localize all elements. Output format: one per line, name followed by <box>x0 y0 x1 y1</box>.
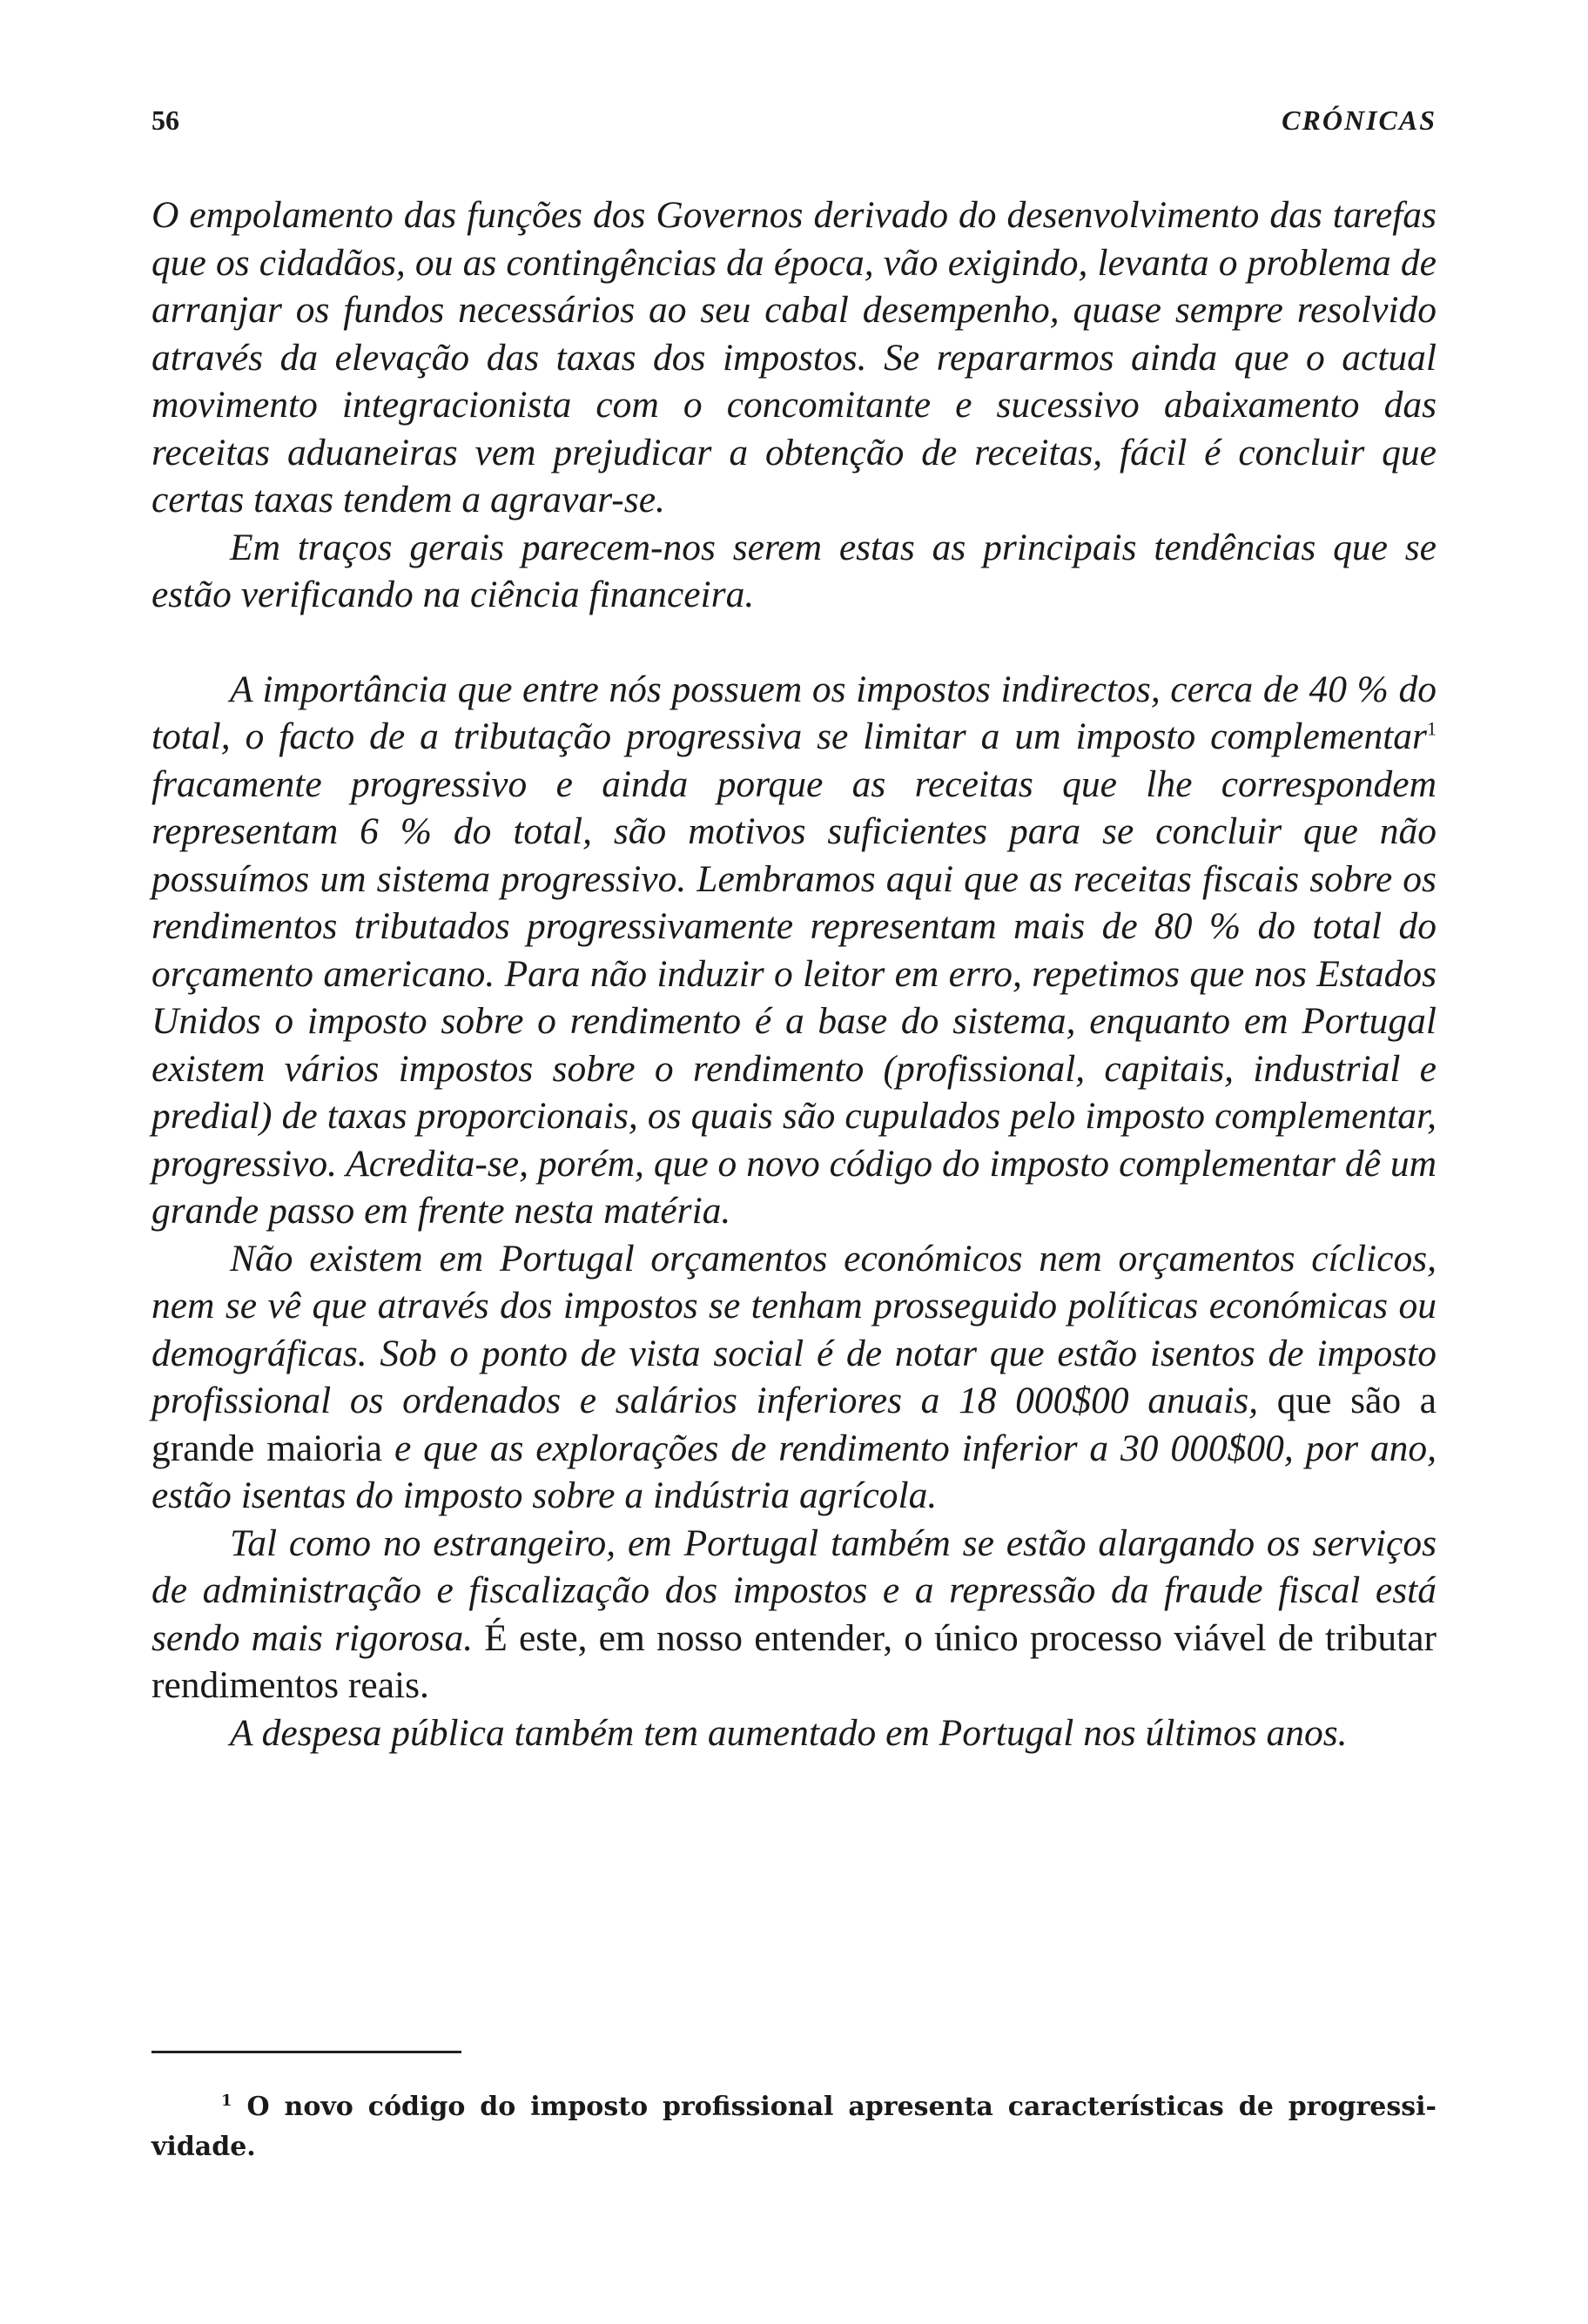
paragraph-4-text-c: e que as explorações de rendimento inferior a 30 000$00, por ano, estão isentas do imposto sobre a indústria agrícola. <box>151 1427 1437 1516</box>
running-head <box>151 104 1437 148</box>
footnote-marker: 1 <box>221 2092 232 2110</box>
footnote <box>151 2087 1437 2167</box>
paragraph-5 <box>151 1520 1437 1709</box>
body-text <box>151 191 1437 1756</box>
paragraph-3-text-a: A importância que entre nós possuem os impostos indirectos, cerca de 40 % do total, o facto de a tributação progressiva se limitar a um imposto complementar <box>151 668 1437 757</box>
paragraph-6: A despesa pública também tem aumentado em Portugal nos últimos anos. <box>230 1711 1348 1754</box>
paragraph-5-text-a: Tal como no estrangeiro, em Portugal também se estão alargando os serviços de administração e fiscalização dos impostos e a repressão da fraude fiscal está sendo mais rigorosa. <box>151 1521 1437 1659</box>
paragraph-4-upright-text: que são a grande maioria <box>151 1380 1437 1469</box>
footnote-reference: 1 <box>1427 717 1437 740</box>
paragraph-2: Em traços gerais parecem-nos serem estas as principais tendências que se estão verificando na ciência financeira. <box>151 526 1437 615</box>
paragraph-3-text-b: fracamente progressivo e ainda porque as receitas que lhe correspondem representam 6 % do total, são motivos suficientes para se concluir que não possuímos um sistema progressivo. Lembramos aqui que as receitas fiscais sobre os rendimentos tributados progressivamente representam mais de 80 % do total do orçamento americano. Para não induzir o leitor em erro, repetimos que nos Estados Unidos o imposto sobre o rendimento é a base do sistema, enquanto em Portugal existem vários impostos sobre o rendimento (profissional, capitais, industrial e predial) de taxas proporcionais, os quais são cupulados pelo imposto complementar, progressivo. Acredita-se, porém, que o novo código do imposto complementar dê um grande passo em frente nesta matéria. <box>151 762 1437 1232</box>
paragraph-5-upright-text: É este, em nosso entender, o único processo viável de tributar rendimentos reais. <box>151 1616 1437 1706</box>
footnote-divider <box>151 2051 461 2053</box>
paragraph-3 <box>151 666 1437 1235</box>
paragraph-4 <box>151 1235 1437 1520</box>
section-title: CRÓNICAS <box>1282 104 1437 136</box>
page-number: 56 <box>151 104 179 136</box>
footnote-text: O novo código do imposto profissional apresenta características de progressividade. <box>151 2092 1437 2162</box>
paragraph-1: O empolamento das funções dos Governos derivado do desenvolvimento das tarefas que os cidadãos, ou as contingências da época, vão exigindo, levanta o problema de arranjar os fundos necessários ao seu cabal desempenho, quase sempre resolvido através da elevação das taxas dos impostos. Se repararmos ainda que o actual movimento integracionista com o concomitante e sucessivo abaixamento das receitas aduaneiras vem prejudicar a obtenção de receitas, fácil é concluir que certas taxas tendem a agravar-se. <box>151 194 1437 521</box>
paragraph-4-text-a: Não existem em Portugal orçamentos económicos nem orçamentos cíclicos, nem se vê que através dos impostos se tenham prosseguido políticas económicas ou demográficas. Sob o ponto de vista social é de notar que estão isentos de imposto profissional os ordenados e salários inferiores a 18 000$00 anuais, <box>151 1237 1437 1421</box>
